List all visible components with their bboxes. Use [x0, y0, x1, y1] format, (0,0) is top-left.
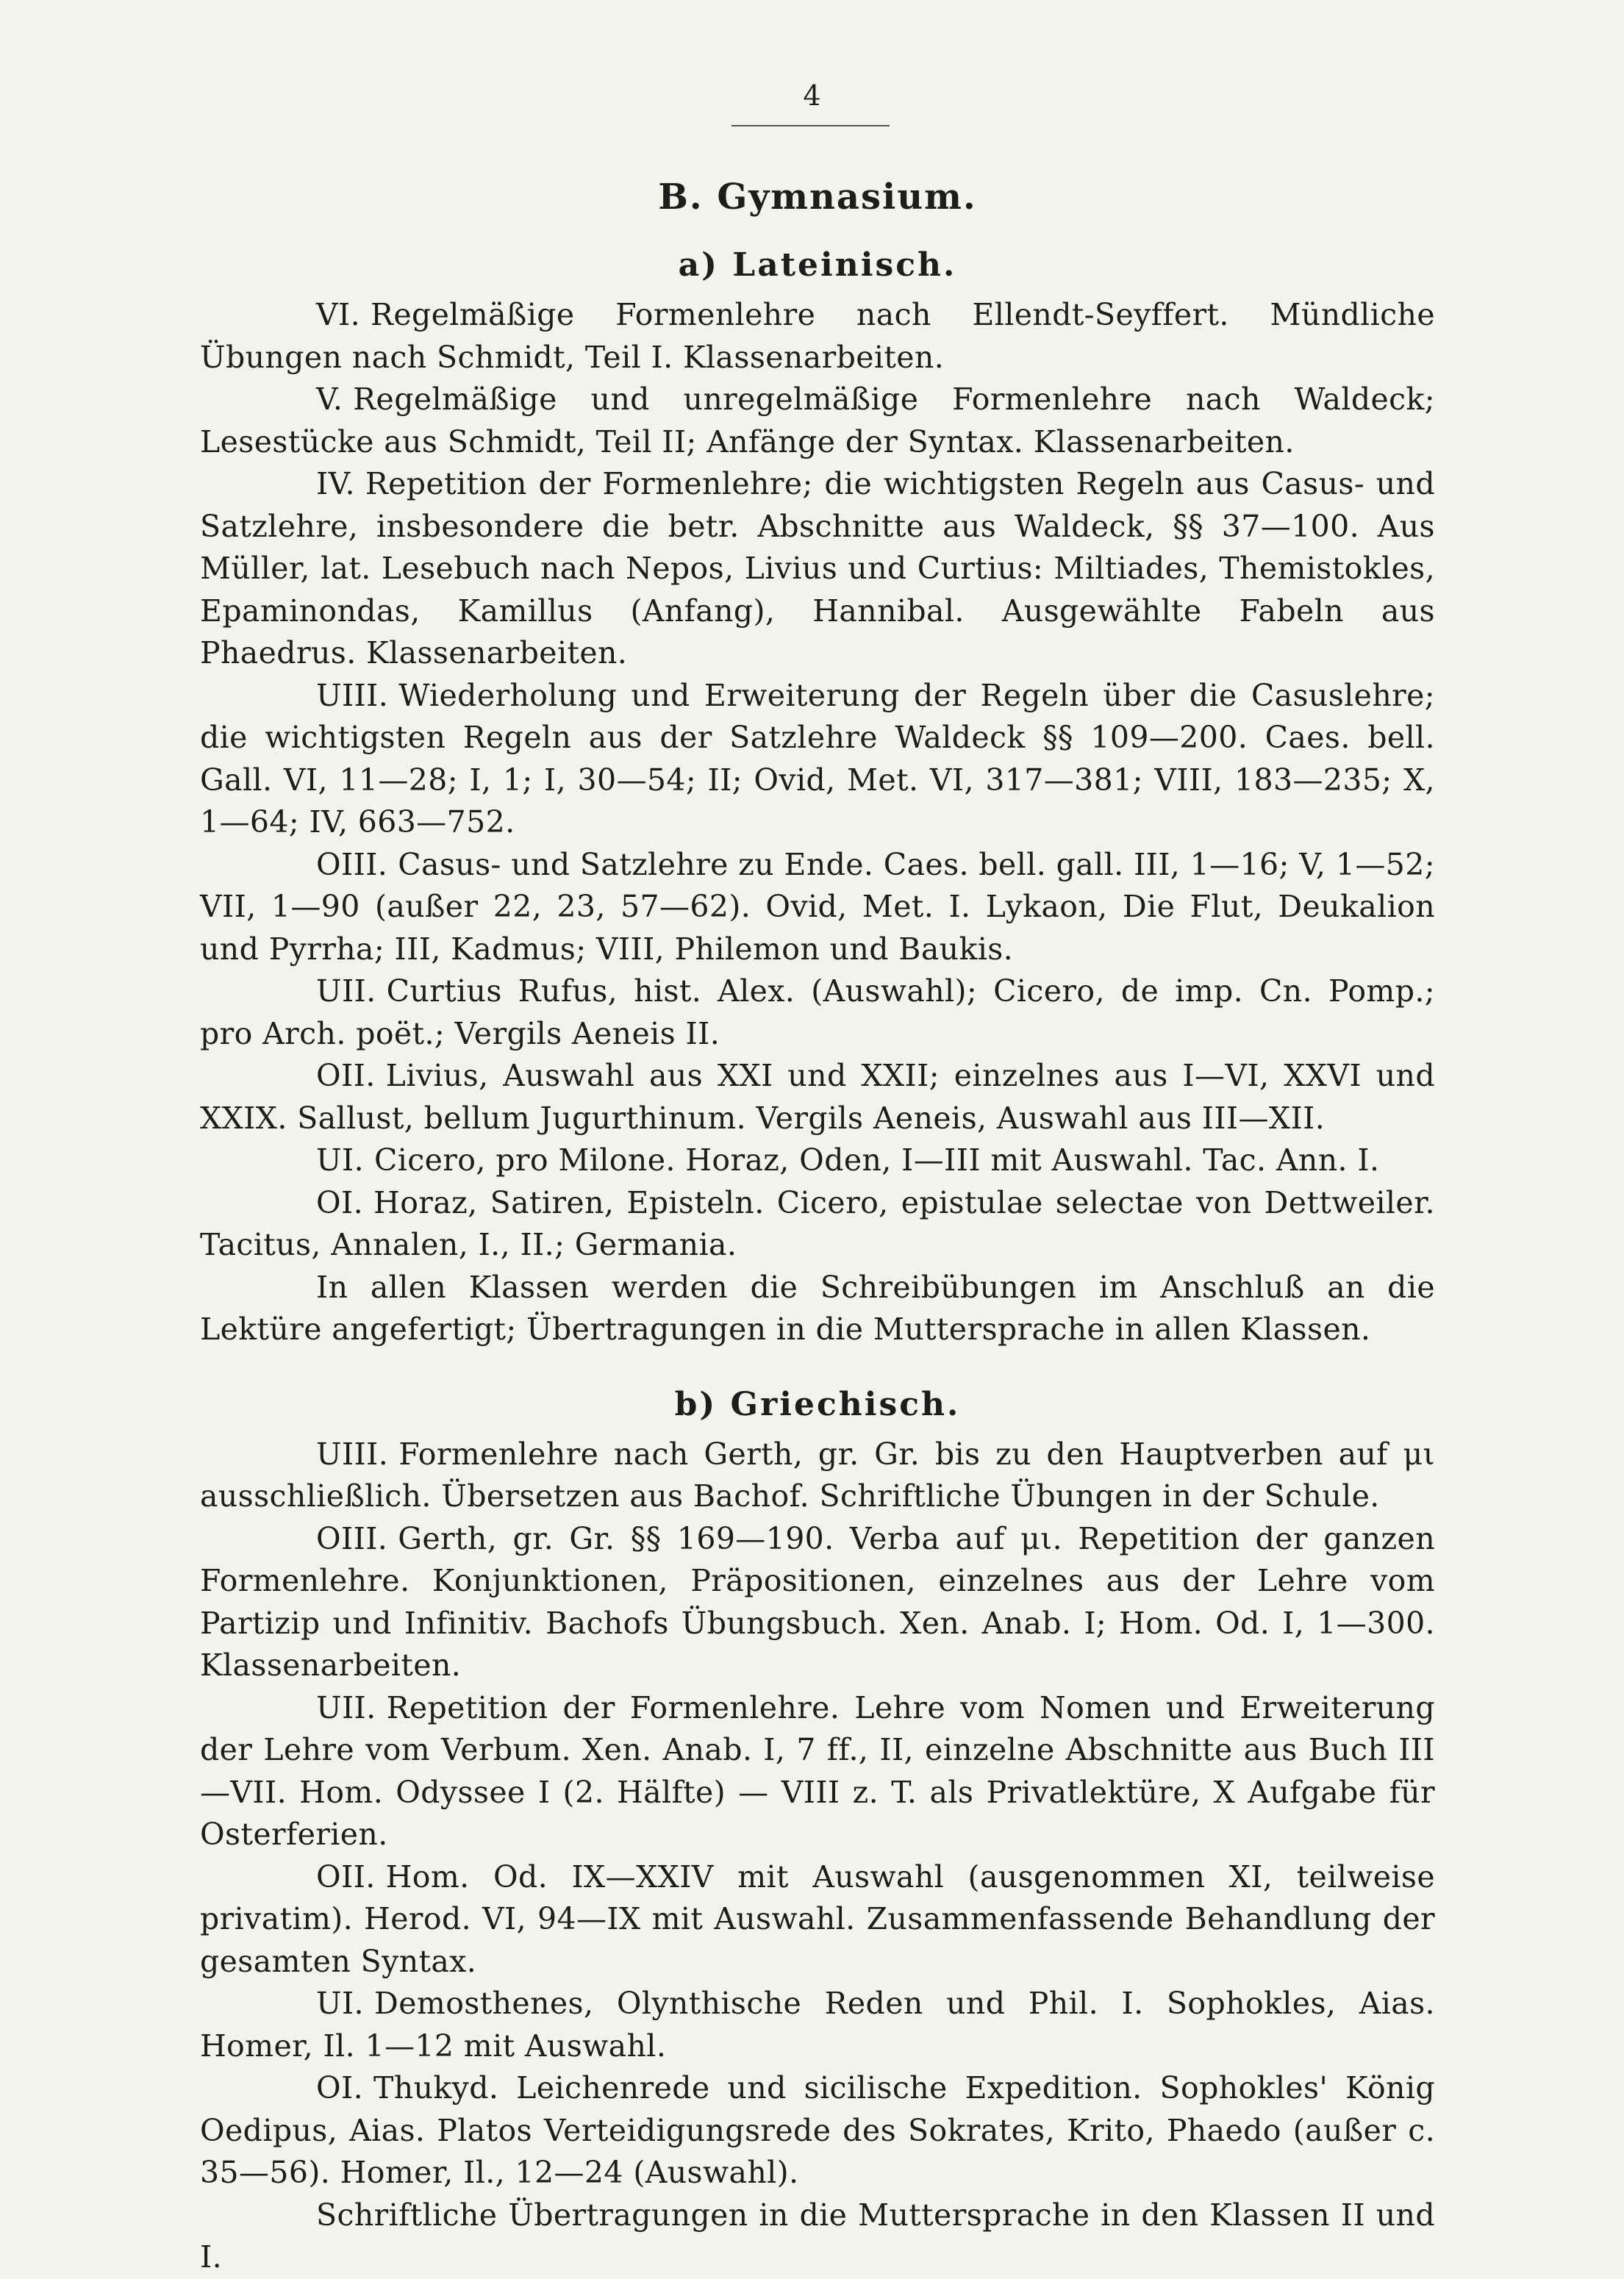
greek-entry-uii — [200, 1687, 1435, 1856]
latin-entry-general — [200, 1267, 1435, 1351]
entry-text: Wiederholung und Erweiterung der Regeln über die Casuslehre; die wichtigsten Regeln aus der Satzlehre Waldeck §§ 109—200. Caes. bell. Gall. VI, 11—28; I, 1; I, 30—54; II; Ovid, Met. VI, 317—381; VIII, 183—235; X, 1—64; IV, 663—752. — [200, 677, 1435, 840]
class-label: OIII. — [316, 846, 388, 882]
entry-text: Curtius Rufus, hist. Alex. (Auswahl); Cicero, de imp. Cn. Pomp.; pro Arch. poët.; Vergils Aeneis II. — [200, 973, 1435, 1051]
greek-entry-general — [200, 2194, 1435, 2279]
greek-entry-oiii — [200, 1518, 1435, 1687]
latin-heading: a) Lateinisch. — [678, 246, 957, 284]
entry-text: Horaz, Satiren, Episteln. Cicero, epistulae selectae von Dettweiler. Tacitus, Annalen, I., II.; Germania. — [200, 1184, 1435, 1262]
latin-entry-uii — [200, 970, 1435, 1055]
class-label: IV. — [316, 466, 355, 501]
entry-text: Gerth, gr. Gr. §§ 169—190. Verba auf μι. Repetition der ganzen Formenlehre. Konjunktionen, Präpositionen, einzelnes aus der Lehre vom Partizip und Infinitiv. Bachofs Übungsbuch. Xen. Anab. I; Hom. Od. I, 1—300. Klassenarbeiten. — [200, 1520, 1435, 1683]
class-label: OII. — [316, 1058, 376, 1093]
latin-entry-iv — [200, 463, 1435, 675]
entry-text: Formenlehre nach Gerth, gr. Gr. bis zu den Hauptverben auf μι ausschließlich. Übersetzen aus Bachof. Schriftliche Übungen in der Schule. — [200, 1436, 1435, 1514]
latin-entries — [200, 294, 1435, 1351]
entry-text: Thukyd. Leichenrede und sicilische Expedition. Sophokles' König Oedipus, Aias. Platos Verteidigungsrede des Sokrates, Krito, Phaedo (außer c. 35—56). Homer, Il., 12—24 (Auswahl). — [200, 2070, 1435, 2190]
class-label: UI. — [316, 1142, 364, 1178]
entry-text: In allen Klassen werden die Schreibübungen im Anschluß an die Lektüre angefertigt; Übertragungen in die Muttersprache in allen Klassen. — [200, 1269, 1435, 1347]
header-rule — [731, 125, 890, 126]
latin-entry-v — [200, 379, 1435, 463]
greek-entry-ui — [200, 1983, 1435, 2067]
class-label: UIII. — [316, 1436, 389, 1472]
class-label: VI. — [316, 297, 361, 332]
entry-text: Repetition der Formenlehre. Lehre vom Nomen und Erweiterung der Lehre vom Verbum. Xen. Anab. I, 7 ff., II, einzelne Abschnitte aus Buch III—VII. Hom. Odyssee I (2. Hälfte) — VIII z. T. als Privatlektüre, X Aufgabe für Osterferien. — [200, 1689, 1435, 1852]
greek-heading: b) Griechisch. — [674, 1385, 961, 1423]
latin-entry-oi — [200, 1182, 1435, 1267]
entry-text: Livius, Auswahl aus XXI und XXII; einzelnes aus I—VI, XXVI und XXIX. Sallust, bellum Jugurthinum. Vergils Aeneis, Auswahl aus III—XII. — [200, 1058, 1435, 1136]
greek-entries — [200, 1434, 1435, 2279]
page-number: 4 — [803, 79, 821, 112]
latin-entry-uiii — [200, 675, 1435, 844]
class-label: V. — [316, 382, 343, 417]
entry-text: Regelmäßige und unregelmäßige Formenlehre nach Waldeck; Lesestücke aus Schmidt, Teil II; Anfänge der Syntax. Klassenarbeiten. — [200, 382, 1435, 459]
entry-text: Cicero, pro Milone. Horaz, Oden, I—III mit Auswahl. Tac. Ann. I. — [373, 1142, 1380, 1178]
entry-text: Schriftliche Übertragungen in die Muttersprache in den Klassen II und I. — [200, 2197, 1435, 2275]
class-label: OII. — [316, 1858, 376, 1895]
class-label: OI. — [316, 2070, 364, 2106]
entry-text: Casus- und Satzlehre zu Ende. Caes. bell. gall. III, 1—16; V, 1—52; VII, 1—90 (außer 22, 23, 57—62). Ovid, Met. I. Lykaon, Die Flut, Deukalion und Pyrrha; III, Kadmus; VIII, Philemon und Baukis. — [200, 846, 1435, 967]
class-label: OIII. — [316, 1520, 388, 1556]
class-label: UIII. — [316, 677, 389, 713]
entry-text: Repetition der Formenlehre; die wichtigsten Regeln aus Casus- und Satzlehre, insbesondere die betr. Abschnitte aus Waldeck, §§ 37—100. Aus Müller, lat. Lesebuch nach Nepos, Livius und Curtius: Miltiades, Themistokles, Epaminondas, Kamillus (Anfang), Hannibal. Ausgewählte Fabeln aus Phaedrus. Klassenarbeiten. — [200, 466, 1435, 670]
entry-text: Demosthenes, Olynthische Reden und Phil. I. Sophokles, Aias. Homer, Il. 1—12 mit Auswahl. — [200, 1986, 1435, 2064]
latin-entry-ui — [200, 1140, 1435, 1182]
greek-entry-oi — [200, 2067, 1435, 2194]
class-label: OI. — [316, 1184, 364, 1220]
latin-entry-vi — [200, 294, 1435, 379]
page-body — [200, 168, 1435, 2279]
class-label: UI. — [316, 1986, 364, 2021]
latin-entry-oii — [200, 1055, 1435, 1140]
greek-entry-uiii — [200, 1434, 1435, 1518]
greek-entry-oii — [200, 1856, 1435, 1983]
entry-text: Regelmäßige Formenlehre nach Ellendt-Seyffert. Mündliche Übungen nach Schmidt, Teil I. Klassenarbeiten. — [200, 297, 1435, 375]
class-label: UII. — [316, 1689, 376, 1725]
section-title: B. Gymnasium. — [658, 176, 977, 218]
class-label: UII. — [316, 973, 376, 1009]
entry-text: Hom. Od. IX—XXIV mit Auswahl (ausgenommen XI, teilweise privatim). Herod. VI, 94—IX mit Auswahl. Zusammenfassende Behandlung der gesamten Syntax. — [200, 1858, 1435, 1979]
latin-entry-oiii — [200, 844, 1435, 971]
